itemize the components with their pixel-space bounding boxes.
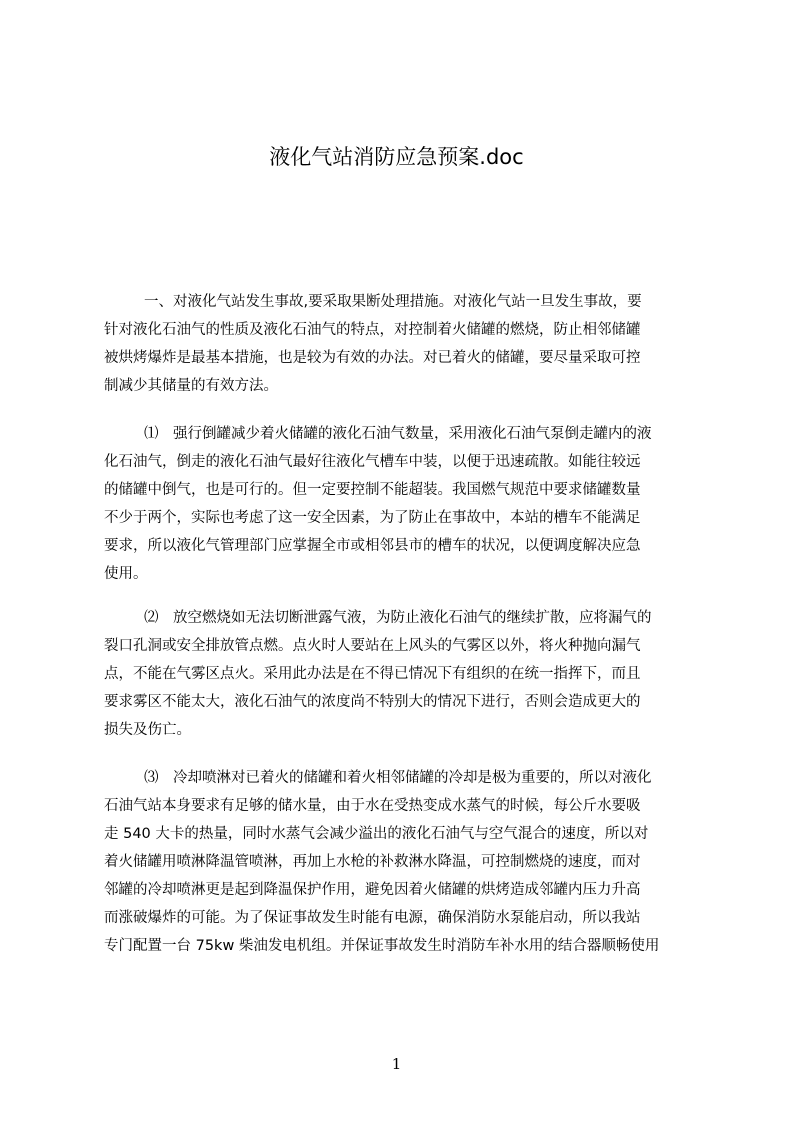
paragraph-line: 点，不能在气雾区点火。采用此办法是在不得已情况下有组织的在统一指挥下，而且 (104, 666, 641, 682)
paragraph-3 (104, 604, 708, 744)
paragraph-line: 制减少其储量的有效方法。 (104, 378, 278, 394)
paragraph-line: 专门配置一台 75kw 柴油发电机组。并保证事故发生时消防车补水用的结合器顺畅使用 (104, 938, 660, 954)
paragraph-line: 要求，所以液化气管理部门应掌握全市或相邻县市的槽车的状况，以便调度解决应急 (104, 538, 641, 554)
paragraph-line: ⑵ 放空燃烧如无法切断泄露气液，为防止液化石油气的继续扩散，应将漏气的 (144, 610, 652, 626)
paragraph-line: 使用。 (104, 566, 148, 582)
paragraph-line: 而涨破爆炸的可能。为了保证事故发生时能有电源，确保消防水泵能启动，所以我站 (104, 910, 641, 926)
paragraph-line: 损失及伤亡。 (104, 722, 191, 738)
paragraph-line: ⑶ 冷却喷淋对已着火的储罐和着火相邻储罐的冷却是极为重要的，所以对液化 (144, 770, 652, 786)
paragraph-line: 一、对液化气站发生事故,要采取果断处理措施。对液化气站一旦发生事故，要 (144, 294, 642, 310)
paragraph-line: ⑴ 强行倒罐减少着火储罐的液化石油气数量，采用液化石油气泵倒走罐内的液 (144, 426, 652, 442)
paragraph-line: 着火储罐用喷淋降温管喷淋，再加上水枪的补救淋水降温，可控制燃烧的速度，而对 (104, 854, 641, 870)
paragraph-2 (104, 420, 708, 588)
paragraph-1 (104, 288, 708, 400)
paragraph-line: 不少于两个，实际也考虑了这一安全因素，为了防止在事故中，本站的槽车不能满足 (104, 510, 641, 526)
paragraph-line: 走 540 大卡的热量，同时水蒸气会减少溢出的液化石油气与空气混合的速度，所以对 (104, 826, 649, 842)
document-title: 液化气站消防应急预案.doc (269, 145, 524, 169)
paragraph-line: 被烘烤爆炸是最基本措施，也是较为有效的办法。对已着火的储罐，要尽量采取可控 (104, 350, 641, 366)
page-number: 1 (391, 1055, 402, 1073)
paragraph-line: 针对液化石油气的性质及液化石油气的特点，对控制着火储罐的燃烧，防止相邻储罐 (104, 322, 641, 338)
paragraph-line: 要求雾区不能太大，液化石油气的浓度尚不特别大的情况下进行，否则会造成更大的 (104, 694, 641, 710)
paragraph-4 (104, 764, 708, 960)
paragraph-line: 的储罐中倒气，也是可行的。但一定要控制不能超装。我国燃气规范中要求储罐数量 (104, 482, 641, 498)
paragraph-line: 石油气站本身要求有足够的储水量，由于水在受热变成水蒸气的时候，每公斤水要吸 (104, 798, 641, 814)
paragraph-line: 邻罐的冷却喷淋更是起到降温保护作用，避免因着火储罐的烘烤造成邻罐内压力升高 (104, 882, 641, 898)
paragraph-line: 化石油气，倒走的液化石油气最好往液化气槽车中装，以便于迅速疏散。如能往较远 (104, 454, 641, 470)
paragraph-line: 裂口孔洞或安全排放管点燃。点火时人要站在上风头的气雾区以外，将火种抛向漏气 (104, 638, 641, 654)
